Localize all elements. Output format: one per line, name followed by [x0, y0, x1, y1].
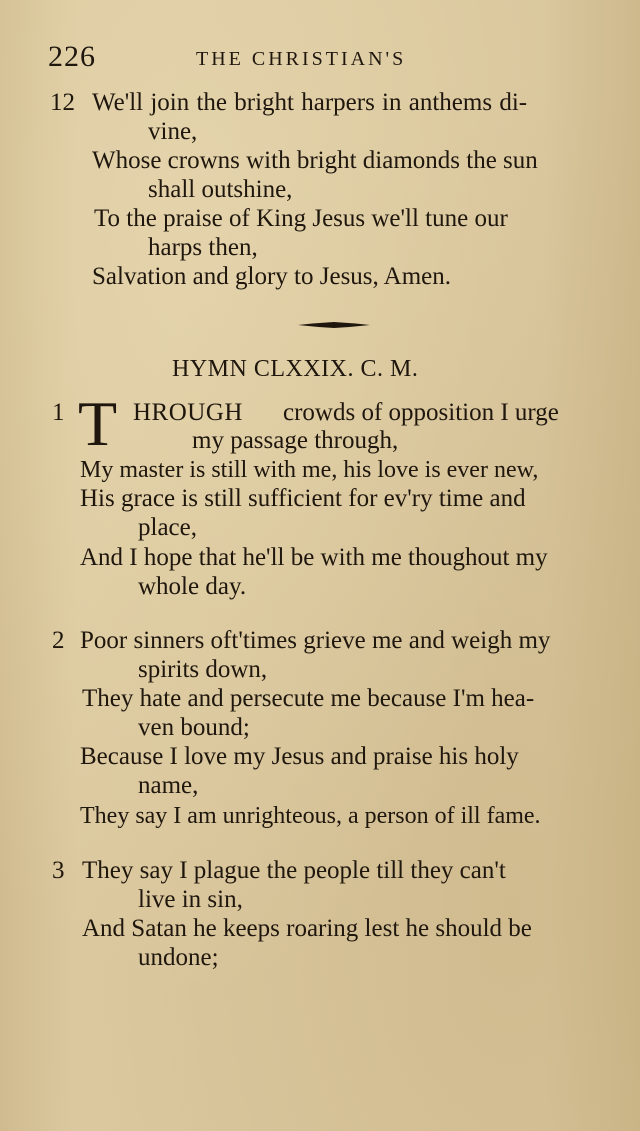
- verse-line: Poor sinners oft'times grieve me and weigh my: [80, 627, 551, 654]
- verse-line: shall outshine,: [148, 176, 293, 203]
- verse-line: harps then,: [148, 234, 258, 261]
- page-number: 226: [48, 40, 96, 73]
- verse-line: They hate and persecute me because I'm hea-: [82, 685, 535, 712]
- verse-line-first-word: HROUGH: [133, 399, 243, 426]
- page-header: [48, 40, 610, 76]
- verse-line: They say I plague the people till they can't: [82, 857, 506, 884]
- verse-number: 12: [50, 89, 75, 116]
- verse-line: And Satan he keeps roaring lest he should be: [82, 915, 532, 942]
- verse-number: 2: [52, 627, 65, 654]
- hymn-title: HYMN CLXXIX. C. M.: [172, 356, 419, 382]
- verse-line: My master is still with me, his love is ever new,: [80, 457, 539, 483]
- verse-line: name,: [138, 772, 199, 799]
- drop-cap: T: [78, 388, 118, 459]
- verse-line: vine,: [148, 118, 198, 145]
- verse-line: spirits down,: [138, 656, 268, 683]
- verse-line: And I hope that he'll be with me thoughout my: [80, 544, 548, 571]
- ornamental-rule: [298, 321, 370, 329]
- verse-line: live in sin,: [138, 886, 243, 913]
- verse-number: 1: [52, 399, 65, 426]
- verse-line: my passage through,: [192, 427, 399, 454]
- verse-line: place,: [138, 514, 197, 541]
- verse-line: whole day.: [138, 573, 247, 600]
- verse-line: crowds of opposition I urge: [283, 399, 559, 426]
- verse-line: ven bound;: [138, 714, 250, 741]
- verse-line: We'll join the bright harpers in anthems di-: [92, 89, 528, 116]
- verse-line: Whose crowns with bright diamonds the sun: [92, 147, 538, 174]
- verse-line: His grace is still sufficient for ev'ry time and: [80, 485, 526, 512]
- verse-line: To the praise of King Jesus we'll tune our: [94, 205, 508, 232]
- verse-line: They say I am unrighteous, a person of ill fame.: [80, 803, 541, 829]
- verse-line: Salvation and glory to Jesus, Amen.: [92, 263, 451, 290]
- verse-number: 3: [52, 857, 65, 884]
- verse-line: undone;: [138, 944, 219, 971]
- running-head: THE CHRISTIAN'S: [196, 48, 407, 70]
- verse-line: Because I love my Jesus and praise his holy: [80, 743, 519, 770]
